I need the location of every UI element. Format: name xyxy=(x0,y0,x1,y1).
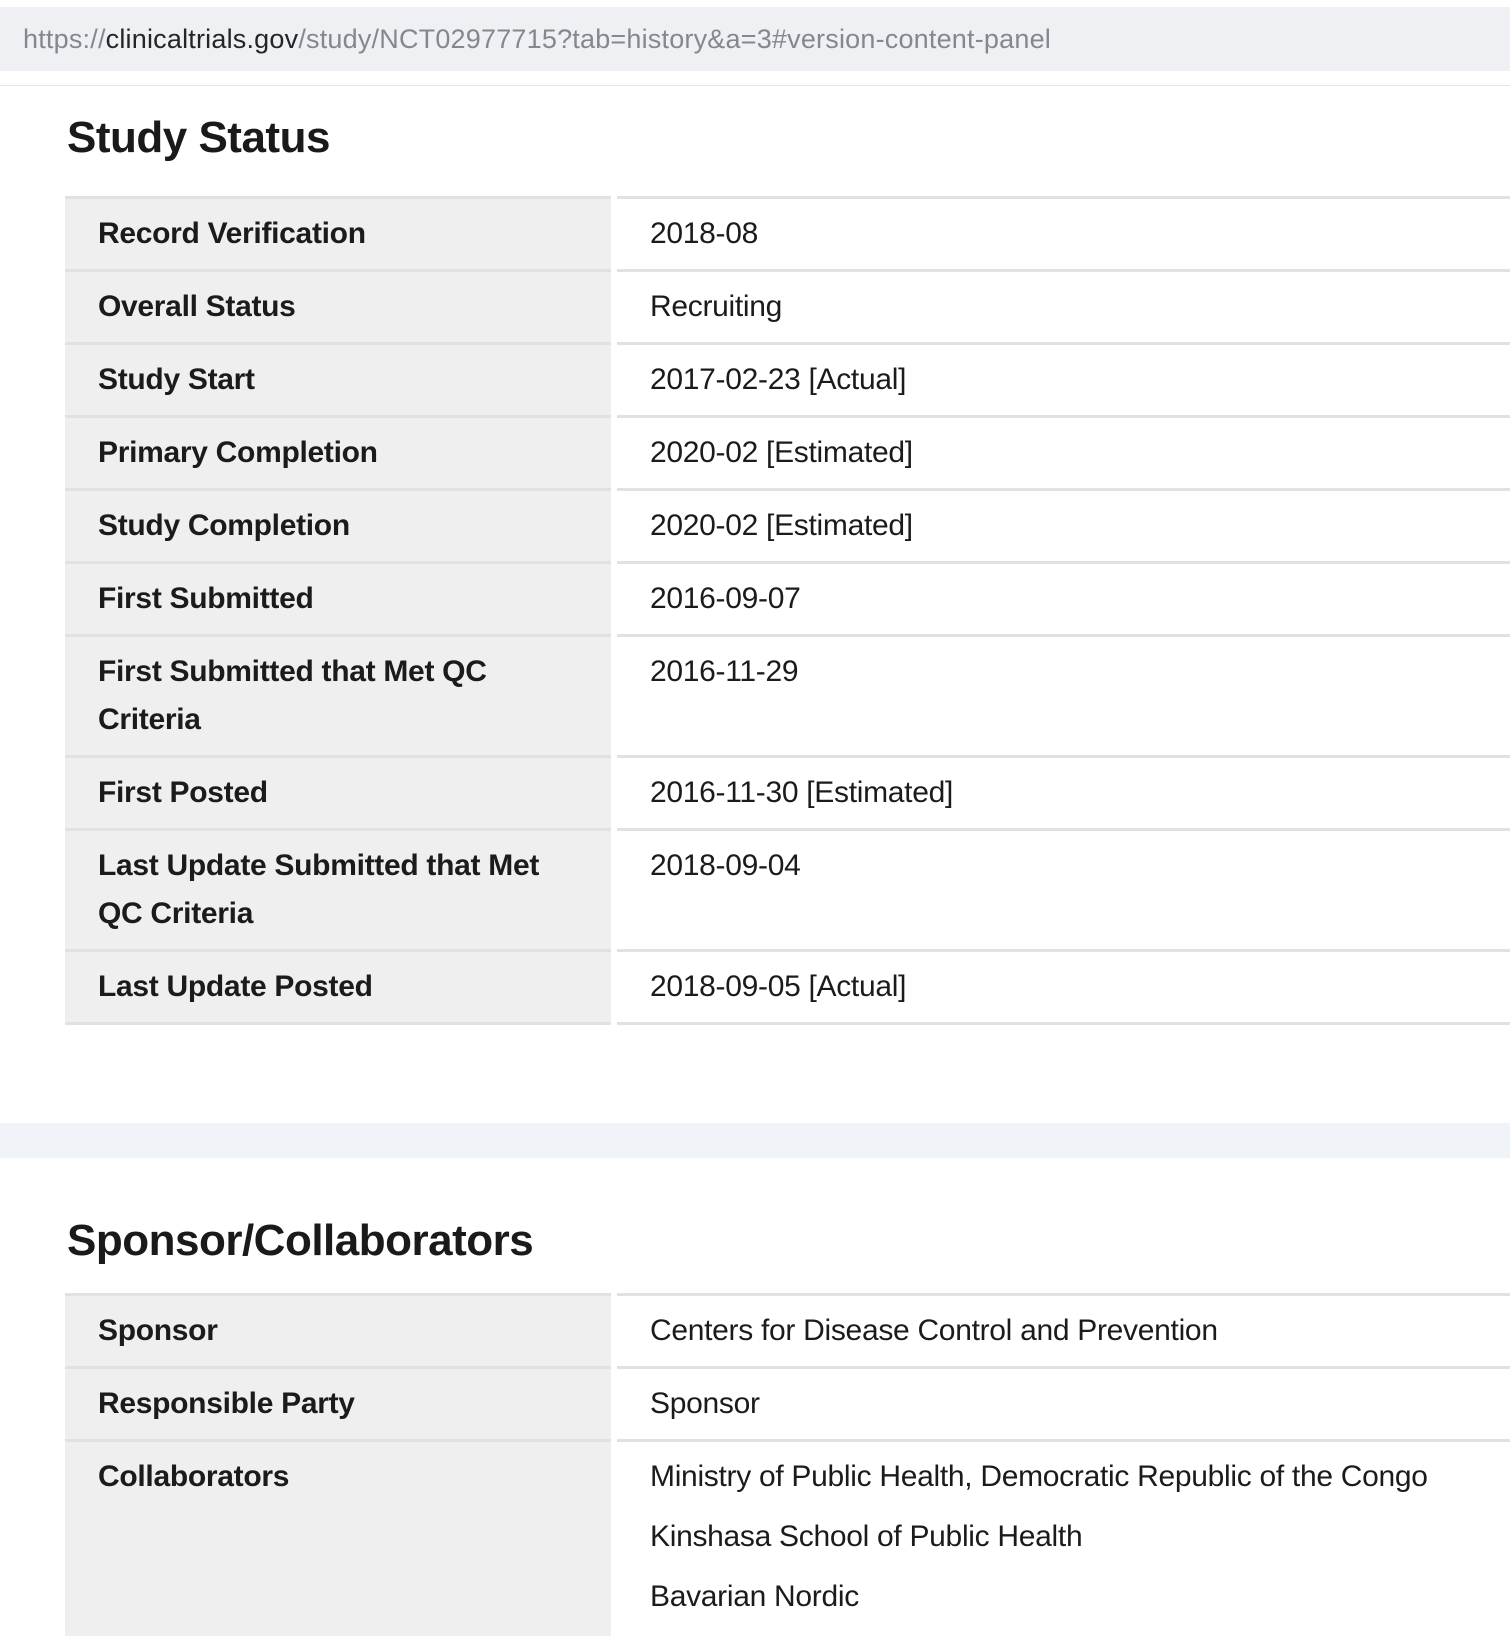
table-row xyxy=(65,951,1510,1024)
table-row xyxy=(65,490,1510,563)
row-value: 2020-02 [Estimated] xyxy=(650,436,913,469)
collaborator-item: Ministry of Public Health, Democratic Republic of the Congo xyxy=(650,1460,1428,1493)
address-bar[interactable] xyxy=(0,7,1510,71)
study-status-table xyxy=(65,196,1510,1025)
row-label: Last Update Posted xyxy=(65,951,614,1024)
row-label: First Submitted that Met QC Criteria xyxy=(65,636,614,757)
page-url[interactable] xyxy=(23,24,1051,55)
row-label: Responsible Party xyxy=(65,1368,614,1441)
row-value: 2018-09-04 xyxy=(650,849,801,882)
table-row xyxy=(65,757,1510,830)
table-row xyxy=(65,344,1510,417)
study-status-title: Study Status xyxy=(67,113,330,162)
row-label: Sponsor xyxy=(65,1295,614,1368)
section-divider-band xyxy=(0,1123,1510,1158)
row-value: 2016-11-30 [Estimated] xyxy=(650,776,954,809)
row-label: Study Completion xyxy=(65,490,614,563)
url-path: /study/NCT02977715?tab=history&a=3#version-content-panel xyxy=(298,23,1051,54)
row-label: Collaborators xyxy=(65,1441,614,1636)
sponsor-collaborators-table xyxy=(65,1293,1510,1636)
url-domain: clinicaltrials.gov xyxy=(105,23,299,54)
table-row xyxy=(65,1295,1510,1368)
collaborator-item: Kinshasa School of Public Health xyxy=(650,1520,1083,1553)
sponsor-collaborators-title: Sponsor/Collaborators xyxy=(67,1216,534,1265)
collaborator-item: Bavarian Nordic xyxy=(650,1580,859,1613)
row-value xyxy=(614,1441,1510,1636)
row-label: First Posted xyxy=(65,757,614,830)
row-label: Overall Status xyxy=(65,271,614,344)
row-value: Centers for Disease Control and Prevention xyxy=(650,1314,1218,1347)
row-value: 2016-11-29 xyxy=(650,655,799,688)
row-label: Study Start xyxy=(65,344,614,417)
row-value: 2018-09-05 [Actual] xyxy=(650,970,907,1003)
table-row xyxy=(65,563,1510,636)
row-label: Record Verification xyxy=(65,198,614,271)
table-row xyxy=(65,830,1510,951)
url-scheme: https:// xyxy=(23,23,106,54)
table-row xyxy=(65,271,1510,344)
row-value: 2016-09-07 xyxy=(650,582,801,615)
row-value: Recruiting xyxy=(650,290,783,323)
address-bar-divider xyxy=(0,85,1510,86)
table-row xyxy=(65,198,1510,271)
row-label: Primary Completion xyxy=(65,417,614,490)
row-value: 2017-02-23 [Actual] xyxy=(650,363,907,396)
table-row xyxy=(65,1441,1510,1636)
row-value: 2020-02 [Estimated] xyxy=(650,509,913,542)
row-label: First Submitted xyxy=(65,563,614,636)
row-label: Last Update Submitted that Met QC Criteria xyxy=(65,830,614,951)
table-row xyxy=(65,636,1510,757)
row-value: 2018-08 xyxy=(650,217,758,250)
table-row xyxy=(65,417,1510,490)
table-row xyxy=(65,1368,1510,1441)
row-value: Sponsor xyxy=(650,1387,760,1420)
